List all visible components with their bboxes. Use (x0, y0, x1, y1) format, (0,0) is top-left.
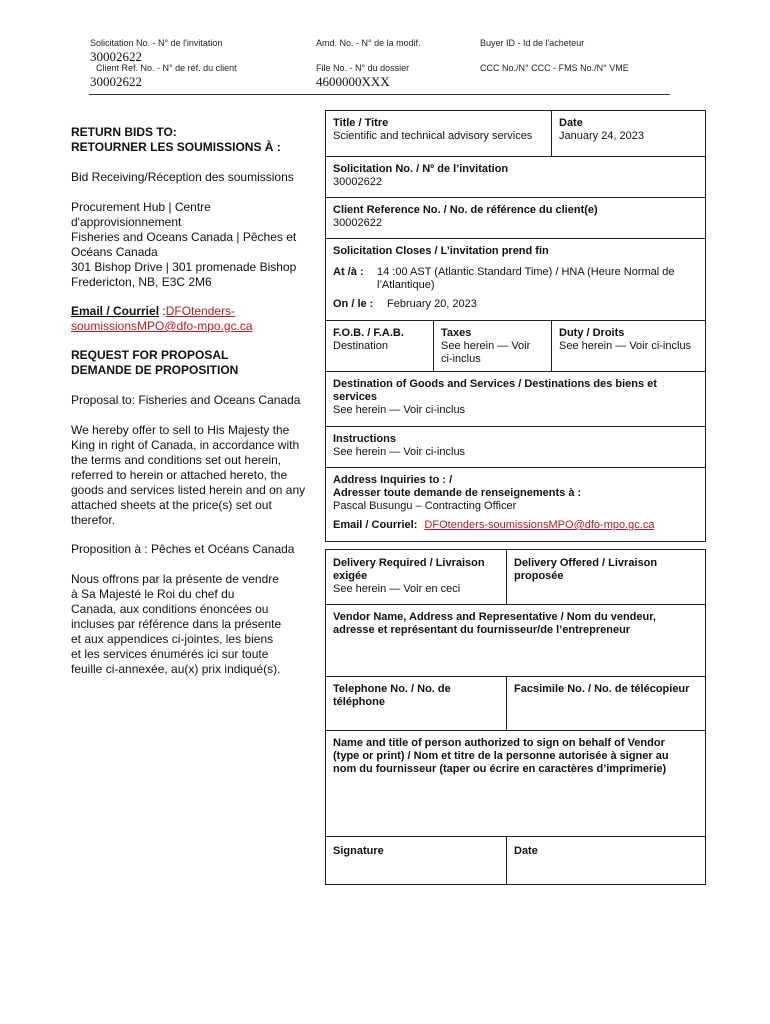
authorized-person-label-cont: (type or print) / Nom et titre de la personne autorisée à signer au (333, 750, 669, 762)
inquiries-contact: Pascal Busungu – Contracting Officer (333, 500, 517, 512)
address-line: Fisheries and Oceans Canada | Pêches et (71, 230, 297, 244)
offer-en-line: goods and services listed herein and on any (71, 483, 306, 497)
taxes-value: See herein — Voir (441, 340, 531, 352)
offer-en-line: therefor. (71, 513, 116, 527)
offer-en (71, 423, 323, 528)
return-bids-heading (71, 125, 323, 155)
email-link-part2[interactable]: soumissionsMPO@dfo-mpo.gc.ca (71, 319, 253, 333)
inquiries-email-link[interactable]: DFOtenders-soumissionsMPO@dfo-mpo.gc.ca (424, 519, 655, 531)
offer-en-line: King in right of Canada, in accordance with (71, 438, 300, 452)
return-address (71, 200, 323, 290)
offer-fr-line: et aux appendices ci-jointes, les biens (71, 632, 274, 646)
facsimile-field[interactable] (507, 677, 704, 729)
vendor-name-field[interactable] (326, 605, 704, 675)
closing-time-value-cont: l’Atlantique) (377, 279, 435, 291)
inquiries-label-fr: Adresser toute demande de renseignements à : (333, 487, 582, 499)
facsimile-label: Facsimile No. / No. de télécopieur (514, 683, 690, 695)
taxes-value-cont: ci-inclus (441, 353, 481, 365)
signature-date-field[interactable] (507, 839, 704, 884)
authorized-person-label-cont2: nom du fournisseur (taper ou écrire en caractères d’imprimerie) (333, 763, 667, 775)
address-line: Océans Canada (71, 245, 158, 259)
instructions-value: See herein — Voir ci-inclus (333, 446, 466, 458)
delivery-required-label-cont: exigée (333, 570, 368, 582)
closing-on-label: On / le : (333, 298, 374, 310)
offer-fr-line: Nous offrons par la présente de vendre (71, 572, 279, 586)
client-reference-label: Client Reference No. / No. de référence du client(e) (333, 204, 598, 216)
closing-date-value: February 20, 2023 (387, 298, 477, 310)
rfp-heading-en: REQUEST FOR PROPOSAL (71, 348, 229, 362)
vendor-name-label: Vendor Name, Address and Representative / Nom du vendeur, (333, 611, 656, 623)
solicitation-no-value: 30002622 (333, 176, 382, 188)
amendment-label: Amd. No. - N° de la modif. (316, 38, 421, 48)
signature-label: Signature (333, 845, 384, 857)
email-link-part1[interactable]: DFOtenders- (165, 304, 236, 318)
duty-label: Duty / Droits (559, 327, 625, 339)
email-sep: : (159, 304, 166, 318)
offer-fr-line: à Sa Majesté le Roi du chef du (71, 587, 235, 601)
address-line: 301 Bishop Drive | 301 promenade Bishop (71, 260, 297, 274)
title-label: Title / Titre (333, 117, 389, 129)
divider (325, 836, 706, 837)
destination-field (326, 372, 704, 423)
closing-time-value: 14 :00 AST (Atlantic Standard Time) / HNA (Heure Normal de (377, 266, 675, 278)
solicitation-no-label: Solicitation No. / Nº de l’invitation (333, 163, 509, 175)
date-field (552, 111, 704, 149)
delivery-offered-label-cont: proposée (514, 570, 564, 582)
solicitation-label: Solicitation No. - N° de l'invitation (90, 38, 223, 48)
solicitation-value: 30002622 (90, 49, 142, 64)
offer-fr (71, 572, 323, 677)
duty-value: See herein — Voir ci-inclus (559, 340, 692, 352)
offer-fr-line: feuille ci-annexée, au(x) prix indiqué(s). (71, 662, 281, 676)
telephone-label-cont: téléphone (333, 696, 385, 708)
file-no-value: 4600000XXX (316, 74, 390, 89)
telephone-label: Telephone No. / No. de (333, 683, 451, 695)
offer-fr-line: et les services énumérés ici sur toute (71, 647, 269, 661)
bid-receiving: Bid Receiving/Réception des soumissions (71, 170, 294, 184)
offer-fr-line: Canada, aux conditions énoncées ou (71, 602, 269, 616)
client-ref-value: 30002622 (90, 74, 142, 89)
taxes-label: Taxes (441, 327, 472, 339)
offer-en-line: referred to herein or attached hereto, the (71, 468, 288, 482)
authorized-person-label: Name and title of person authorized to sign on behalf of Vendor (333, 737, 665, 749)
return-bids-fr: RETOURNER LES SOUMISSIONS À : (71, 140, 281, 154)
delivery-required-value: See herein — Voir en ceci (333, 583, 461, 595)
fob-value: Destination (333, 340, 389, 352)
offer-en-line: We hereby offer to sell to His Majesty the (71, 423, 290, 437)
title-field (326, 111, 550, 149)
instructions-field (326, 427, 704, 465)
delivery-offered-label: Delivery Offered / Livraison (514, 557, 658, 569)
delivery-offered-field[interactable] (507, 551, 704, 589)
vendor-name-label-cont: adresse et représentant du fournisseur/de l’entrepreneur (333, 624, 631, 636)
date-value: January 24, 2023 (559, 130, 645, 142)
closing-at-label: At /à : (333, 266, 364, 278)
closing-label: Solicitation Closes / L’invitation prend fin (333, 245, 549, 257)
client-reference-value: 30002622 (333, 217, 382, 229)
destination-label-cont: services (333, 391, 378, 403)
client-ref-label: Client Ref. No. - N° de réf. du client (96, 63, 237, 73)
title-value: Scientific and technical advisory services (333, 130, 533, 142)
instructions-label: Instructions (333, 433, 396, 445)
signature-field[interactable] (326, 839, 505, 884)
offer-en-line: the terms and conditions set out herein, (71, 453, 282, 467)
delivery-required-label: Delivery Required / Livraison (333, 557, 485, 569)
delivery-required-field (326, 551, 505, 602)
duty-field (552, 321, 704, 359)
client-reference-field (326, 198, 704, 236)
date-label: Date (559, 117, 583, 129)
header-divider (89, 94, 670, 95)
address-line: Procurement Hub | Centre (71, 200, 211, 214)
offer-en-line: attached sheets at the price(s) set out (71, 498, 272, 512)
taxes-field (434, 321, 550, 372)
address-line: Fredericton, NB, E3C 2M6 (71, 275, 212, 289)
rfp-heading-fr: DEMANDE DE PROPOSITION (71, 363, 239, 377)
inquiries-label: Address Inquiries to : / (333, 474, 453, 486)
destination-value: See herein — Voir ci-inclus (333, 404, 466, 416)
fob-field (326, 321, 432, 359)
inquiries-field (326, 468, 704, 538)
fob-label: F.O.B. / F.A.B. (333, 327, 404, 339)
solicitation-no-field (326, 157, 704, 195)
authorized-person-field[interactable] (326, 731, 704, 835)
signature-date-label: Date (514, 845, 538, 857)
buyer-id-label: Buyer ID - Id de l'acheteur (480, 38, 585, 48)
closing-field (326, 239, 704, 318)
proposition-fr: Proposition à : Pêches et Océans Canada (71, 542, 295, 556)
destination-label: Destination of Goods and Services / Destinations des biens et (333, 378, 657, 390)
proposal-to: Proposal to: Fisheries and Oceans Canada (71, 393, 301, 407)
file-no-label: File No. - N° du dossier (316, 63, 410, 73)
address-line: d'approvisionnement (71, 215, 182, 229)
return-bids-en: RETURN BIDS TO: (71, 125, 177, 139)
ccc-label: CCC No./N° CCC - FMS No./N° VME (480, 63, 629, 73)
email-label: Email / Courriel (71, 304, 160, 318)
offer-fr-line: incluses par référence dans la présente (71, 617, 282, 631)
inquiries-email-label: Email / Courriel: (333, 519, 418, 531)
telephone-field[interactable] (326, 677, 505, 729)
